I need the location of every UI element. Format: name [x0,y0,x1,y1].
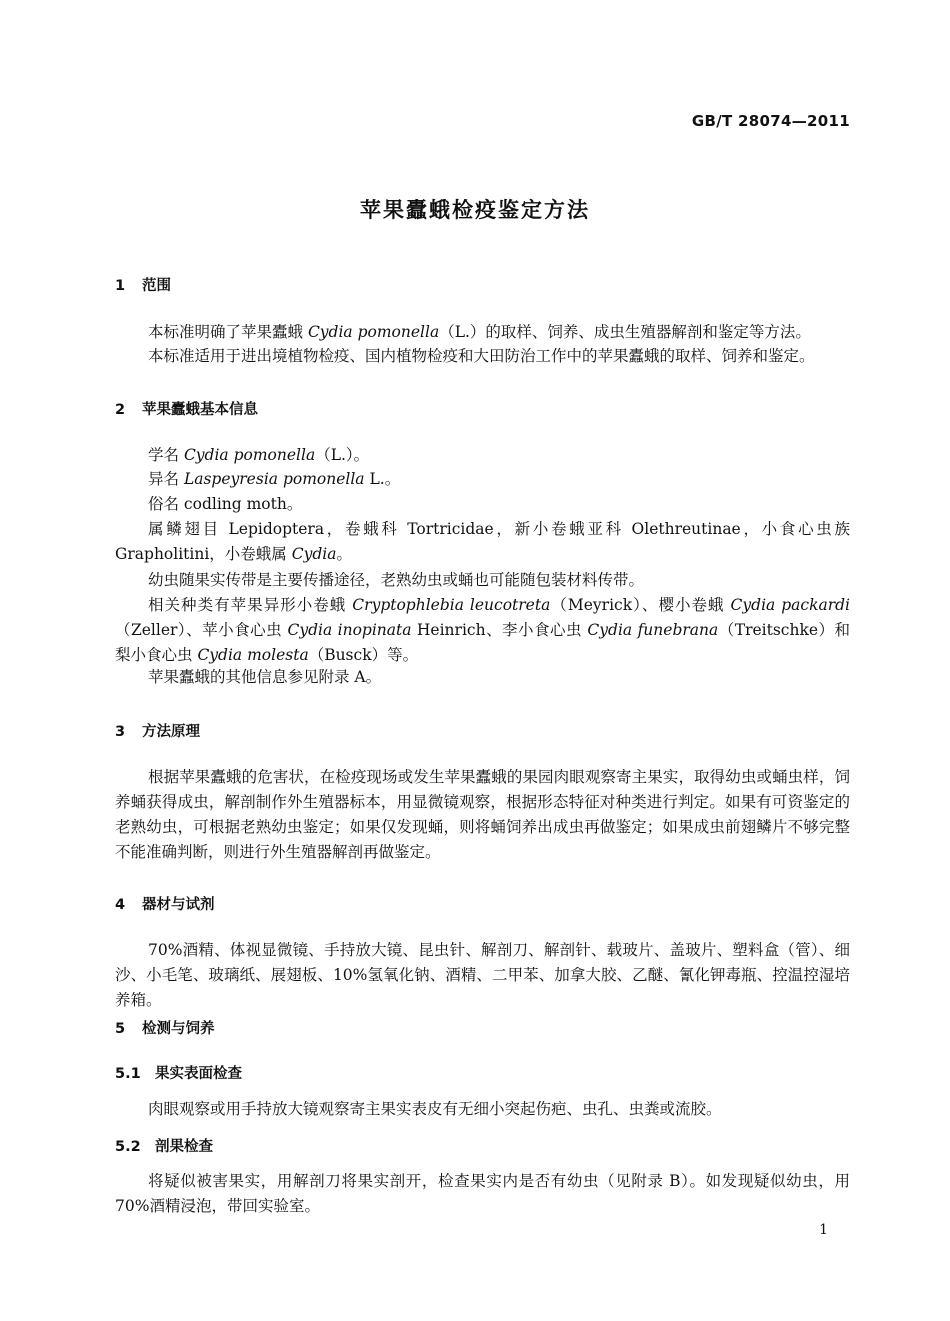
section-5-heading [115,1017,215,1038]
text-run: （Treitschke）和梨小食心虫 [115,621,850,664]
materials-paragraph: 70%酒精、体视显微镜、手持放大镜、昆虫针、解剖刀、解剖针、载玻片、盖玻片、塑料盒（管）、细沙、小毛笔、玻璃纸、展翅板、10%氢氧化钠、酒精、二甲苯、加拿大胶、乙醚、氰化钾毒瓶、控温控湿培养箱。 [115,941,850,1009]
section-title: 器材与试剂 [142,897,215,913]
section-number: 4 [115,897,126,913]
scientific-name: Cydia pomonella [183,446,316,464]
section-number: 3 [115,724,126,740]
section-2-heading [115,398,258,419]
section-number: 2 [115,402,126,418]
section-4-heading [115,893,215,914]
text-run: 学名 [148,446,184,464]
page-title: 苹果蠹蛾检疫鉴定方法 [360,198,590,222]
related-species-paragraph [115,593,850,668]
scope-paragraph-2: 本标准适用于进出境植物检疫、国内植物检疫和大田防治工作中的苹果蠹蛾的取样、饲养和鉴定。 [148,347,815,365]
section-title: 剖果检查 [155,1139,213,1155]
section-5-2-heading [115,1135,213,1156]
dissection-check-paragraph: 将疑似被害果实，用解剖刀将果实剖开，检查果实内是否有幼虫（见附录 B）。如发现疑似幼虫，用70%酒精浸泡，带回实验室。 [115,1172,850,1215]
section-title: 检测与饲养 [142,1021,215,1037]
text-run: Heinrich、李小食心虫 [411,621,588,639]
text-run: （Busck）等。 [308,646,419,664]
text-run: 相关种类有苹果异形小卷蛾 [148,596,353,614]
scope-paragraph-1 [148,320,811,345]
scientific-name: Cydia packardi [730,596,850,614]
section-title: 苹果蠹蛾基本信息 [142,402,258,418]
section-title: 果实表面检查 [155,1066,242,1082]
text-run: 。 [336,545,353,563]
section-title: 方法原理 [142,724,200,740]
section-5-1-heading [115,1062,242,1083]
scientific-name-line [148,443,369,468]
other-info-paragraph: 苹果蠹蛾的其他信息参见附录 A。 [148,668,382,686]
text-run: （Zeller）、苹小食心虫 [115,621,288,639]
text-run: L.。 [364,470,401,488]
surface-check-paragraph: 肉眼观察或用手持放大镜观察寄主果实表皮有无细小突起伤疤、虫孔、虫粪或流胶。 [148,1100,722,1118]
scientific-name: Cydia pomonella [307,323,440,341]
classification-paragraph [115,517,850,567]
section-number: 5.2 [115,1139,141,1155]
text-run: 属鳞翅目 Lepidoptera，卷蛾科 Tortricidae，新小卷蛾亚科 Olethreutinae，小食心虫族 Grapholitini，小卷蛾属 [115,520,850,563]
section-3-heading [115,720,200,741]
scientific-name: Cydia molesta [197,646,309,664]
scientific-name: Cydia funebrana [587,621,719,639]
scientific-name: Cryptophlebia leucotreta [352,596,551,614]
scientific-name: Laspeyresia pomonella [183,470,365,488]
text-run: 本标准明确了苹果蠹蛾 [148,323,308,341]
section-number: 5 [115,1021,126,1037]
method-principle-paragraph: 根据苹果蠹蛾的危害状，在检疫现场或发生苹果蠹蛾的果园肉眼观察寄主果实，取得幼虫或蛹虫样，饲养蛹获得成虫，解剖制作外生殖器标本，用显微镜观察，根据形态特征对种类进行判定。如果有可资鉴定的老熟幼虫，可根据老熟幼虫鉴定；如果仅发现蛹，则将蛹饲养出成虫再做鉴定；如果成虫前翅鳞片不够完整不能准确判断，则进行外生殖器解剖再做鉴定。 [115,768,850,861]
section-number: 5.1 [115,1066,141,1082]
text-run: （L.）。 [315,446,370,464]
page-number: 1 [819,1222,828,1238]
synonym-line [148,467,400,492]
scientific-name: Cydia [291,545,337,563]
text-run: （Meyrick）、樱小卷蛾 [550,596,731,614]
standard-code: GB/T 28074—2011 [691,112,850,130]
section-1-heading [115,274,171,295]
text-run: （L.）的取样、饲养、成虫生殖器解剖和鉴定等方法。 [439,323,811,341]
text-run: 异名 [148,470,184,488]
scientific-name: Cydia inopinata [287,621,412,639]
section-title: 范围 [142,278,171,294]
section-number: 1 [115,278,126,294]
spread-paragraph: 幼虫随果实传带是主要传播途径，老熟幼虫或蛹也可能随包装材料传带。 [148,571,645,589]
common-name-line: 俗名 codling moth。 [148,495,303,513]
